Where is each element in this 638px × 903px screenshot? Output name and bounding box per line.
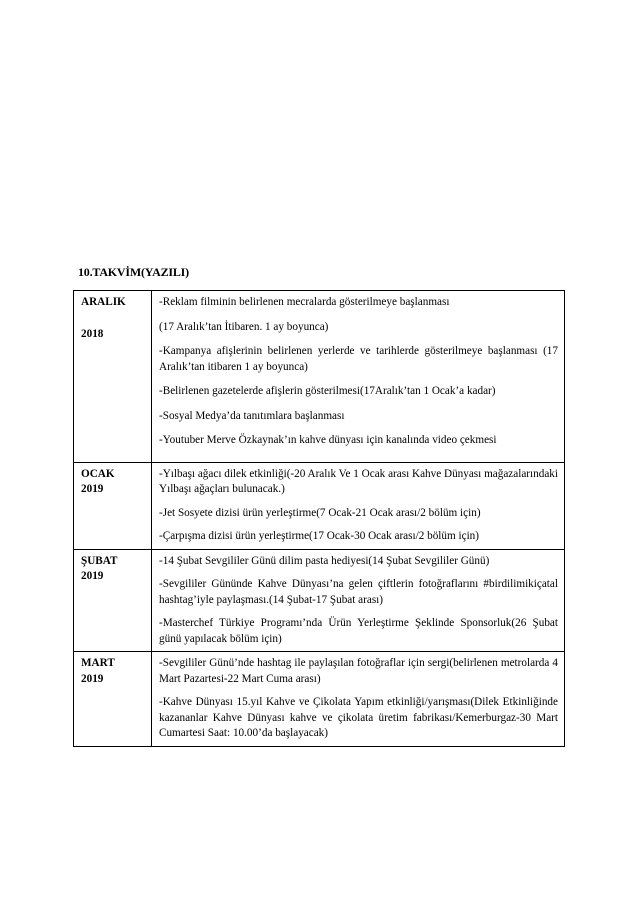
table-row [74,291,565,463]
list-item: -Çarpışma dizisi ürün yerleştirme(17 Ocak-30 Ocak arası/2 bölüm için) [159,530,479,542]
list-item: -Belirlenen gazetelerde afişlerin gösterilmesi(17Aralık’tan 1 Ocak’a kadar) [159,385,496,397]
list-item: -Youtuber Merve Özkaynak’ın kahve dünyası için kanalında video çekmesi [159,434,497,446]
month-cell [74,652,152,747]
list-item: -Masterchef Türkiye Programı’nda Ürün Yerleştirme Şeklinde Sponsorluk(26 Şubat günü yapılacak bölüm için) [159,617,558,645]
month-cell [74,291,152,463]
year-label: 2019 [81,672,104,685]
list-item: -Sevgililer Gününde Kahve Dünyası’na gelen çiftlerin fotoğraflarını #birdilimikiçatal hashtag’iyle paylaşması.(14 Şubat-17 Şubat arası) [159,578,558,606]
table-row [74,462,565,549]
month-label: ŞUBAT [81,554,118,567]
calendar-table [73,290,565,747]
list-item: -Reklam filminin belirlenen mecralarda gösterilmeye başlanması [159,296,450,308]
month-label: MART [81,657,115,669]
list-item: -Yılbaşı ağacı dilek etkinliği(-20 Aralık Ve 1 Ocak arası Kahve Dünyası mağazalarındaki Yılbaşı ağaçları bulunacak.) [159,467,558,495]
table-row [74,652,565,747]
items-cell [152,291,565,463]
year-label: 2019 [81,570,104,582]
list-item: -Kahve Dünyası 15.yıl Kahve ve Çikolata Yapım etkinliği/yarışması(Dilek Etkinliğinde kazananlar Kahve Dünyası kahve ve çikolata üretim fabrikası/Kemerburgaz-30 Mart Cumartesi Saat: 10.00’da başlayacak) [159,696,558,739]
items-cell [152,462,565,549]
list-item: -Sosyal Medya’da tanıtımlara başlanması [159,409,345,422]
section-heading: 10.TAKVİM(YAZILI) [78,265,189,279]
list-item: (17 Aralık’tan İtibaren. 1 ay boyunca) [159,320,329,333]
table-row [74,549,565,652]
year-label: 2018 [81,327,104,340]
month-label: ARALIK [81,296,126,308]
list-item: -Sevgililer Günü’nde hashtag ile paylaşılan fotoğraflar için sergi(belirlenen metrolarda 4 Mart Pazartesi-22 Mart Cuma arası) [159,657,558,685]
month-cell [74,549,152,652]
list-item: -Jet Sosyete dizisi ürün yerleştirme(7 Ocak-21 Ocak arası/2 bölüm için) [159,506,481,519]
list-item: -Kampanya afişlerinin belirlenen yerlerde ve tarihlerde gösterilmeye başlanması (17 Aralık’tan itibaren 1 ay boyunca) [159,345,558,373]
items-cell [152,549,565,652]
items-cell [152,652,565,747]
year-label: 2019 [81,483,104,495]
list-item: -14 Şubat Sevgililer Günü dilim pasta hediyesi(14 Şubat Sevgililer Günü) [159,554,490,567]
month-label: OCAK [81,467,115,480]
month-cell [74,462,152,549]
